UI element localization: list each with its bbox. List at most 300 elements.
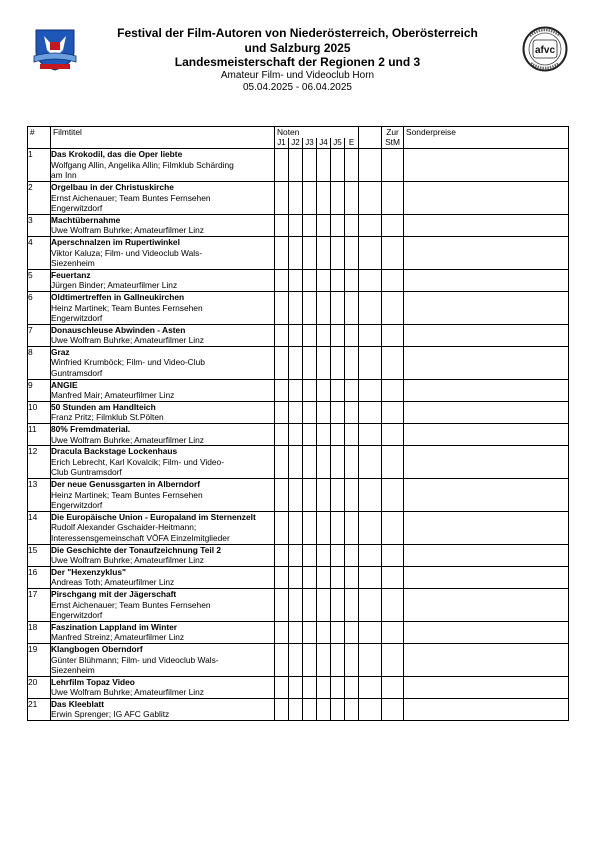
header-j5: J5	[331, 138, 345, 149]
zur-stm-cell[interactable]	[382, 269, 404, 291]
score-j3[interactable]	[303, 588, 317, 621]
header-zur-stm	[382, 127, 404, 149]
score-j1[interactable]	[275, 346, 289, 379]
zur-stm-cell[interactable]	[382, 621, 404, 643]
score-j5[interactable]	[331, 621, 345, 643]
score-j1[interactable]	[275, 214, 289, 236]
score-j2[interactable]	[289, 324, 303, 346]
score-j4[interactable]	[317, 401, 331, 423]
score-j2[interactable]	[289, 511, 303, 544]
score-e[interactable]	[345, 424, 359, 446]
score-j1[interactable]	[275, 269, 289, 291]
score-e[interactable]	[345, 346, 359, 379]
score-j1[interactable]	[275, 149, 289, 182]
score-j1[interactable]	[275, 544, 289, 566]
score-j1[interactable]	[275, 424, 289, 446]
table-row	[28, 511, 569, 544]
score-j3[interactable]	[303, 446, 317, 479]
score-e[interactable]	[345, 269, 359, 291]
film-title: Die Europäische Union - Europaland im Sternenzelt	[51, 511, 256, 522]
film-title: Dracula Backstage Lockenhaus	[51, 446, 178, 457]
score-j1[interactable]	[275, 588, 289, 621]
table-header-row	[28, 127, 569, 138]
film-authors: Guntramsdorf	[51, 368, 103, 379]
film-authors: Engerwitzdorf	[51, 313, 103, 324]
score-j2[interactable]	[289, 269, 303, 291]
score-blank[interactable]	[359, 181, 382, 214]
score-j2[interactable]	[289, 446, 303, 479]
score-j3[interactable]	[303, 511, 317, 544]
score-blank[interactable]	[359, 676, 382, 698]
score-j1[interactable]	[275, 698, 289, 720]
sonderpreise-cell[interactable]	[404, 676, 569, 698]
score-j5[interactable]	[331, 643, 345, 676]
table-row	[28, 566, 569, 588]
film-cell	[51, 544, 275, 566]
score-j5[interactable]	[331, 346, 345, 379]
film-authors: Interessensgemeinschaft VÖFA Einzelmitglieder	[51, 532, 230, 543]
table-row	[28, 588, 569, 621]
zur-stm-cell[interactable]	[382, 698, 404, 720]
sonderpreise-cell[interactable]	[404, 424, 569, 446]
score-j4[interactable]	[317, 269, 331, 291]
film-number: 17	[28, 588, 51, 621]
zur-stm-cell[interactable]	[382, 214, 404, 236]
film-cell	[51, 566, 275, 588]
score-j4[interactable]	[317, 379, 331, 401]
film-cell	[51, 698, 275, 720]
title-line-2: und Salzburg 2025	[244, 40, 351, 55]
score-j5[interactable]	[331, 181, 345, 214]
sonderpreise-cell[interactable]	[404, 346, 569, 379]
film-authors: Uwe Wolfram Buhrke; Amateurfilmer Linz	[51, 335, 204, 346]
score-j5[interactable]	[331, 511, 345, 544]
film-authors: Uwe Wolfram Buhrke; Amateurfilmer Linz	[51, 687, 204, 698]
film-cell	[51, 401, 275, 423]
header-blank	[359, 127, 382, 149]
sonderpreise-cell[interactable]	[404, 379, 569, 401]
score-j4[interactable]	[317, 544, 331, 566]
film-authors: Siezenheim	[51, 665, 95, 676]
score-j3[interactable]	[303, 291, 317, 324]
film-number: 14	[28, 511, 51, 544]
film-authors: Wolfgang Allin, Angelika Allin; Filmklub Schärding	[51, 159, 234, 170]
film-title: ANGIE	[51, 379, 78, 390]
score-e[interactable]	[345, 214, 359, 236]
zur-stm-cell[interactable]	[382, 424, 404, 446]
score-j4[interactable]	[317, 698, 331, 720]
film-number: 4	[28, 236, 51, 269]
score-j3[interactable]	[303, 269, 317, 291]
zur-stm-cell[interactable]	[382, 566, 404, 588]
film-authors: Uwe Wolfram Buhrke; Amateurfilmer Linz	[51, 225, 204, 236]
score-j5[interactable]	[331, 479, 345, 512]
score-e[interactable]	[345, 291, 359, 324]
score-j2[interactable]	[289, 181, 303, 214]
table-row	[28, 446, 569, 479]
score-j1[interactable]	[275, 181, 289, 214]
film-cell	[51, 424, 275, 446]
score-e[interactable]	[345, 181, 359, 214]
film-title: Aperschnalzen im Rupertiwinkel	[51, 236, 180, 247]
score-j2[interactable]	[289, 346, 303, 379]
score-j5[interactable]	[331, 566, 345, 588]
score-blank[interactable]	[359, 621, 382, 643]
sonderpreise-cell[interactable]	[404, 324, 569, 346]
sonderpreise-cell[interactable]	[404, 544, 569, 566]
header-j1: J1	[275, 138, 289, 149]
sonderpreise-cell[interactable]	[404, 511, 569, 544]
table-row	[28, 479, 569, 512]
zur-stm-cell[interactable]	[382, 324, 404, 346]
score-blank[interactable]	[359, 544, 382, 566]
film-number: 18	[28, 621, 51, 643]
table-row	[28, 401, 569, 423]
sonderpreise-cell[interactable]	[404, 401, 569, 423]
film-authors: Engerwitzdorf	[51, 203, 103, 214]
score-blank[interactable]	[359, 446, 382, 479]
zur-stm-cell[interactable]	[382, 401, 404, 423]
score-j1[interactable]	[275, 566, 289, 588]
zur-stm-cell[interactable]	[382, 181, 404, 214]
score-j4[interactable]	[317, 566, 331, 588]
film-cell	[51, 181, 275, 214]
film-cell	[51, 643, 275, 676]
film-number: 7	[28, 324, 51, 346]
film-title: Faszination Lappland im Winter	[51, 621, 178, 632]
film-title: Klangbogen Oberndorf	[51, 643, 143, 654]
score-j1[interactable]	[275, 643, 289, 676]
film-rating-table	[27, 126, 569, 721]
film-authors: Heinz Martinek; Team Buntes Fernsehen	[51, 302, 203, 313]
film-authors: Jürgen Binder; Amateurfilmer Linz	[51, 280, 178, 291]
zur-stm-cell[interactable]	[382, 643, 404, 676]
score-j2[interactable]	[289, 149, 303, 182]
score-j3[interactable]	[303, 149, 317, 182]
film-cell	[51, 511, 275, 544]
film-cell	[51, 446, 275, 479]
club-name: Amateur Film- und Videoclub Horn	[220, 69, 375, 81]
score-j3[interactable]	[303, 181, 317, 214]
score-j2[interactable]	[289, 676, 303, 698]
zur-stm-cell[interactable]	[382, 149, 404, 182]
score-blank[interactable]	[359, 291, 382, 324]
table-row	[28, 544, 569, 566]
score-j1[interactable]	[275, 324, 289, 346]
film-authors: Franz Pritz; Filmklub St.Pölten	[51, 412, 164, 423]
score-e[interactable]	[345, 588, 359, 621]
score-e[interactable]	[345, 149, 359, 182]
score-blank[interactable]	[359, 149, 382, 182]
score-j1[interactable]	[275, 379, 289, 401]
score-j5[interactable]	[331, 446, 345, 479]
score-j3[interactable]	[303, 479, 317, 512]
score-e[interactable]	[345, 324, 359, 346]
score-j3[interactable]	[303, 401, 317, 423]
score-j5[interactable]	[331, 379, 345, 401]
score-j1[interactable]	[275, 236, 289, 269]
score-j4[interactable]	[317, 588, 331, 621]
film-number: 2	[28, 181, 51, 214]
score-j5[interactable]	[331, 214, 345, 236]
header-stm-label: StM	[385, 137, 400, 148]
score-j2[interactable]	[289, 479, 303, 512]
header-zur-label: Zur	[386, 127, 399, 137]
score-blank[interactable]	[359, 566, 382, 588]
table-row	[28, 676, 569, 698]
sonderpreise-cell[interactable]	[404, 621, 569, 643]
film-title: Das Krokodil, das die Oper liebte	[51, 149, 183, 160]
sonderpreise-cell[interactable]	[404, 588, 569, 621]
zur-stm-cell[interactable]	[382, 446, 404, 479]
score-j5[interactable]	[331, 588, 345, 621]
score-j4[interactable]	[317, 214, 331, 236]
film-cell	[51, 291, 275, 324]
score-j2[interactable]	[289, 424, 303, 446]
film-title: Pirschgang mit der Jägerschaft	[51, 588, 177, 599]
score-blank[interactable]	[359, 236, 382, 269]
score-blank[interactable]	[359, 269, 382, 291]
film-number: 8	[28, 346, 51, 379]
zur-stm-cell[interactable]	[382, 346, 404, 379]
score-blank[interactable]	[359, 424, 382, 446]
film-authors: Ernst Aichenauer; Team Buntes Fernsehen	[51, 192, 211, 203]
score-blank[interactable]	[359, 479, 382, 512]
score-j3[interactable]	[303, 346, 317, 379]
film-title: Oldtimertreffen in Gallneukirchen	[51, 291, 185, 302]
score-j1[interactable]	[275, 401, 289, 423]
zur-stm-cell[interactable]	[382, 511, 404, 544]
score-j4[interactable]	[317, 479, 331, 512]
score-j5[interactable]	[331, 676, 345, 698]
table-row	[28, 424, 569, 446]
film-number: 21	[28, 698, 51, 720]
document-header	[0, 26, 595, 94]
score-j4[interactable]	[317, 291, 331, 324]
header-noten: Noten	[275, 127, 359, 138]
table-row	[28, 698, 569, 720]
score-j2[interactable]	[289, 588, 303, 621]
title-line-3: Landesmeisterschaft der Regionen 2 und 3	[174, 55, 421, 69]
score-j3[interactable]	[303, 544, 317, 566]
film-title: Orgelbau in der Christuskirche	[51, 181, 174, 192]
film-authors: Manfred Mair; Amateurfilmer Linz	[51, 390, 175, 401]
sonderpreise-cell[interactable]	[404, 479, 569, 512]
svg-text:afvc: afvc	[534, 45, 556, 56]
sonderpreise-cell[interactable]	[404, 236, 569, 269]
score-blank[interactable]	[359, 643, 382, 676]
film-number: 13	[28, 479, 51, 512]
sonderpreise-cell[interactable]	[404, 643, 569, 676]
film-cell	[51, 269, 275, 291]
film-cell	[51, 379, 275, 401]
score-j5[interactable]	[331, 291, 345, 324]
zur-stm-cell[interactable]	[382, 588, 404, 621]
score-e[interactable]	[345, 621, 359, 643]
score-j3[interactable]	[303, 643, 317, 676]
film-number: 16	[28, 566, 51, 588]
score-j5[interactable]	[331, 424, 345, 446]
score-j4[interactable]	[317, 236, 331, 269]
table-row	[28, 621, 569, 643]
film-title: Die Geschichte der Tonaufzeichnung Teil 2	[51, 544, 222, 555]
film-authors: Erich Lebrecht, Karl Kovalcik; Film- und Video-	[51, 456, 224, 467]
film-cell	[51, 236, 275, 269]
table-row	[28, 236, 569, 269]
score-e[interactable]	[345, 401, 359, 423]
film-authors: Erwin Sprenger; IG AFC Gablitz	[51, 709, 170, 720]
film-title: Der "Hexenzyklus"	[51, 566, 126, 577]
score-j5[interactable]	[331, 544, 345, 566]
sonderpreise-cell[interactable]	[404, 446, 569, 479]
table-row	[28, 291, 569, 324]
score-e[interactable]	[345, 236, 359, 269]
zur-stm-cell[interactable]	[382, 544, 404, 566]
zur-stm-cell[interactable]	[382, 479, 404, 512]
score-j3[interactable]	[303, 236, 317, 269]
score-j1[interactable]	[275, 446, 289, 479]
film-number: 3	[28, 214, 51, 236]
film-number: 6	[28, 291, 51, 324]
film-title: Der neue Genussgarten in Alberndorf	[51, 479, 201, 489]
header-sonderpreise: Sonderpreise	[404, 127, 569, 149]
film-number: 11	[28, 424, 51, 446]
score-e[interactable]	[345, 511, 359, 544]
film-title: 50 Stunden am Handlteich	[51, 401, 156, 412]
film-title: 80% Fremdmaterial.	[51, 424, 131, 435]
score-j5[interactable]	[331, 324, 345, 346]
score-j4[interactable]	[317, 621, 331, 643]
score-j1[interactable]	[275, 511, 289, 544]
zur-stm-cell[interactable]	[382, 236, 404, 269]
score-e[interactable]	[345, 643, 359, 676]
score-blank[interactable]	[359, 511, 382, 544]
sonderpreise-cell[interactable]	[404, 149, 569, 182]
score-j4[interactable]	[317, 346, 331, 379]
table-row	[28, 214, 569, 236]
film-authors: Andreas Toth; Amateurfilmer Linz	[51, 577, 175, 588]
film-cell	[51, 149, 275, 182]
score-j3[interactable]	[303, 324, 317, 346]
zur-stm-cell[interactable]	[382, 379, 404, 401]
film-cell	[51, 324, 275, 346]
score-j2[interactable]	[289, 401, 303, 423]
film-title: Feuertanz	[51, 269, 91, 280]
film-authors: Winfried Krumböck; Film- und Video-Club	[51, 357, 205, 368]
film-cell	[51, 479, 275, 512]
score-j5[interactable]	[331, 401, 345, 423]
score-j2[interactable]	[289, 698, 303, 720]
score-j4[interactable]	[317, 181, 331, 214]
score-e[interactable]	[345, 676, 359, 698]
score-j3[interactable]	[303, 621, 317, 643]
film-authors: Uwe Wolfram Buhrke; Amateurfilmer Linz	[51, 555, 204, 566]
score-blank[interactable]	[359, 588, 382, 621]
film-authors: Uwe Wolfram Buhrke; Amateurfilmer Linz	[51, 434, 204, 445]
score-j2[interactable]	[289, 621, 303, 643]
table-row	[28, 379, 569, 401]
score-j2[interactable]	[289, 214, 303, 236]
score-j2[interactable]	[289, 544, 303, 566]
score-j3[interactable]	[303, 698, 317, 720]
sonderpreise-cell[interactable]	[404, 291, 569, 324]
score-j5[interactable]	[331, 236, 345, 269]
score-j2[interactable]	[289, 236, 303, 269]
score-j2[interactable]	[289, 291, 303, 324]
film-number: 10	[28, 401, 51, 423]
score-blank[interactable]	[359, 346, 382, 379]
score-blank[interactable]	[359, 214, 382, 236]
score-blank[interactable]	[359, 401, 382, 423]
film-number: 15	[28, 544, 51, 566]
film-authors: Engerwitzdorf	[51, 500, 103, 511]
score-j4[interactable]	[317, 424, 331, 446]
score-j3[interactable]	[303, 676, 317, 698]
score-blank[interactable]	[359, 379, 382, 401]
sonderpreise-cell[interactable]	[404, 269, 569, 291]
film-authors: Siezenheim	[51, 258, 95, 269]
film-cell	[51, 676, 275, 698]
score-blank[interactable]	[359, 324, 382, 346]
score-j2[interactable]	[289, 379, 303, 401]
sonderpreise-cell[interactable]	[404, 698, 569, 720]
zur-stm-cell[interactable]	[382, 676, 404, 698]
score-j4[interactable]	[317, 149, 331, 182]
sonderpreise-cell[interactable]	[404, 566, 569, 588]
score-j3[interactable]	[303, 424, 317, 446]
score-j4[interactable]	[317, 324, 331, 346]
score-j2[interactable]	[289, 643, 303, 676]
film-title: Das Kleeblatt	[51, 698, 105, 709]
table-row	[28, 269, 569, 291]
score-j1[interactable]	[275, 676, 289, 698]
zur-stm-cell[interactable]	[382, 291, 404, 324]
score-j4[interactable]	[317, 511, 331, 544]
score-e[interactable]	[345, 698, 359, 720]
score-j4[interactable]	[317, 676, 331, 698]
sonderpreise-cell[interactable]	[404, 181, 569, 214]
score-j4[interactable]	[317, 643, 331, 676]
score-j1[interactable]	[275, 479, 289, 512]
score-j5[interactable]	[331, 698, 345, 720]
film-number: 1	[28, 149, 51, 182]
score-j3[interactable]	[303, 214, 317, 236]
score-j4[interactable]	[317, 446, 331, 479]
score-j2[interactable]	[289, 566, 303, 588]
film-number: 19	[28, 643, 51, 676]
sonderpreise-cell[interactable]	[404, 214, 569, 236]
score-e[interactable]	[345, 566, 359, 588]
score-j3[interactable]	[303, 566, 317, 588]
score-j1[interactable]	[275, 291, 289, 324]
score-blank[interactable]	[359, 698, 382, 720]
film-authors: Rudolf Alexander Gschaider-Heitmann;	[51, 522, 197, 533]
score-e[interactable]	[345, 479, 359, 512]
film-authors: Engerwitzdorf	[51, 610, 103, 621]
score-e[interactable]	[345, 446, 359, 479]
header-j2: J2	[289, 138, 303, 149]
table-row	[28, 181, 569, 214]
score-j1[interactable]	[275, 621, 289, 643]
header-film-title: Filmtitel	[51, 127, 275, 149]
score-e[interactable]	[345, 544, 359, 566]
score-e[interactable]	[345, 379, 359, 401]
score-j5[interactable]	[331, 149, 345, 182]
film-title: Donauschleuse Abwinden - Asten	[51, 324, 186, 335]
score-j3[interactable]	[303, 379, 317, 401]
header-j4: J4	[317, 138, 331, 149]
score-j5[interactable]	[331, 269, 345, 291]
